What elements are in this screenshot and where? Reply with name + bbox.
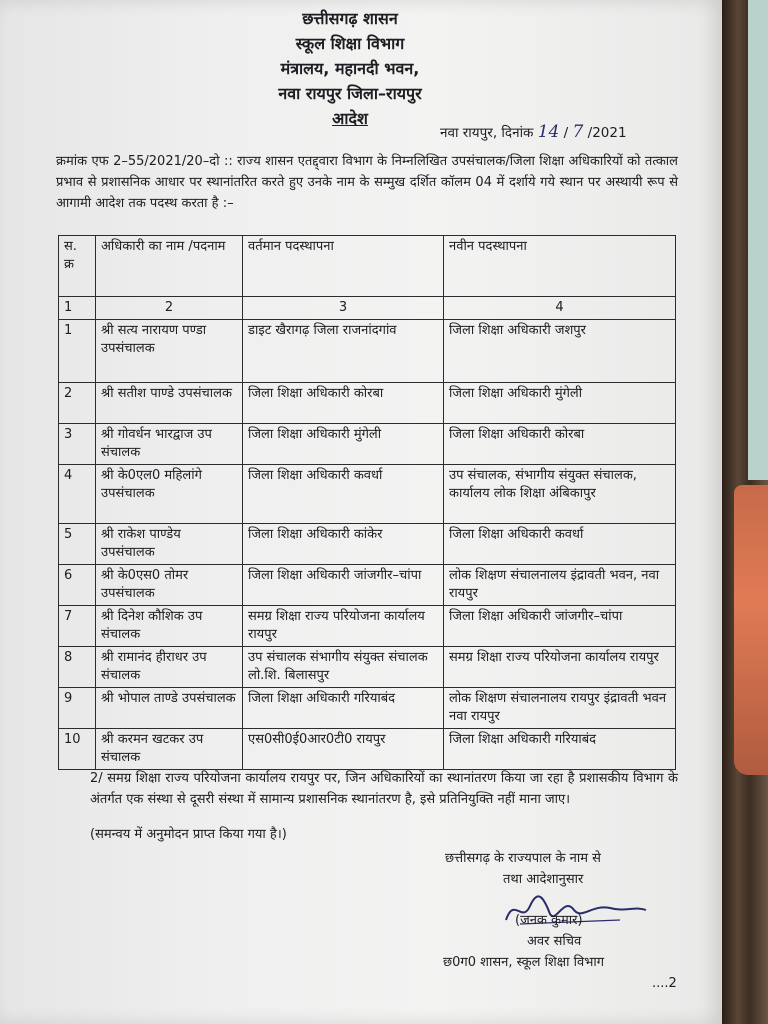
header-current: वर्तमान पदस्थापना <box>243 236 444 297</box>
cell-new-posting: समग्र शिक्षा राज्य परियोजना कार्यालय रायपुर <box>444 647 676 688</box>
signature-block <box>445 848 705 973</box>
table-row <box>59 565 676 606</box>
approval-note: (समन्वय में अनुमोदन प्राप्त किया गया है।) <box>90 827 287 842</box>
table-row <box>59 606 676 647</box>
order-title: आदेश <box>332 109 368 128</box>
cell-serial: 10 <box>59 729 96 770</box>
cell-serial: 3 <box>59 424 96 465</box>
transfer-table <box>58 235 676 770</box>
letterhead-line-3: मंत्रालय, महानदी भवन, <box>280 59 420 78</box>
table-row <box>59 647 676 688</box>
signatory-designation: अवर सचिव <box>527 934 582 949</box>
header-new: नवीन पदस्थापना <box>444 236 676 297</box>
cell-current-posting: जिला शिक्षा अधिकारी जांजगीर–चांपा <box>243 565 444 606</box>
cell-current-posting: जिला शिक्षा अधिकारी कोरबा <box>243 383 444 424</box>
table-row <box>59 729 676 770</box>
letterhead-line-1: छत्तीसगढ़ शासन <box>302 9 398 28</box>
cell-officer-name: श्री के0एस0 तोमर उपसंचालक <box>96 565 243 606</box>
cell-new-posting: जिला शिक्षा अधिकारी मुंगेली <box>444 383 676 424</box>
col-number: 3 <box>243 297 444 320</box>
cell-serial: 2 <box>59 383 96 424</box>
cell-serial: 8 <box>59 647 96 688</box>
cell-serial: 6 <box>59 565 96 606</box>
cell-serial: 1 <box>59 320 96 383</box>
cell-officer-name: श्री करमन खटकर उप संचालक <box>96 729 243 770</box>
header-serial: स. क्र <box>59 236 96 297</box>
cell-serial: 9 <box>59 688 96 729</box>
cell-new-posting: जिला शिक्षा अधिकारी कवर्धा <box>444 524 676 565</box>
cell-new-posting: जिला शिक्षा अधिकारी गरियाबंद <box>444 729 676 770</box>
table-row <box>59 524 676 565</box>
cell-new-posting: लोक शिक्षण संचालनालय इंद्रावती भवन, नवा रायपुर <box>444 565 676 606</box>
table-row <box>59 383 676 424</box>
cell-current-posting: जिला शिक्षा अधिकारी गरियाबंद <box>243 688 444 729</box>
cell-current-posting: डाइट खैरागढ़ जिला राजनांदगांव <box>243 320 444 383</box>
cell-serial: 5 <box>59 524 96 565</box>
signature-line-1: छत्तीसगढ़ के राज्यपाल के नाम से <box>445 851 601 866</box>
dateline: नवा रायपुर, दिनांक 14 / 7 /2021 <box>440 122 627 142</box>
table-header-row <box>59 236 676 297</box>
letterhead <box>230 6 470 131</box>
header-name: अधिकारी का नाम /पदनाम <box>96 236 243 297</box>
col-number: 4 <box>444 297 676 320</box>
cell-new-posting: लोक शिक्षण संचालनालय रायपुर इंद्रावती भवन नवा रायपुर <box>444 688 676 729</box>
cell-serial: 4 <box>59 465 96 524</box>
paragraph-2: 2/ समग्र शिक्षा राज्य परियोजना कार्यालय रायपुर पर, जिन अधिकारियों का स्थानांतरण किया जा रहा है प्रशासकीय विभाग के अंतर्गत एक संस्था से दूसरी संस्था में सामान्य प्रशासनिक स्थानांतरण है, इसे प्रतिनियुक्ति नहीं माना जाए। <box>90 771 678 807</box>
signature-line-2: तथा आदेशानुसार <box>503 872 584 887</box>
date-month: 7 <box>572 122 584 142</box>
col-number: 2 <box>96 297 243 320</box>
cell-current-posting: एस0सी0ई0आर0टी0 रायपुर <box>243 729 444 770</box>
table-row <box>59 688 676 729</box>
cell-officer-name: श्री सतीश पाण्डे उपसंचालक <box>96 383 243 424</box>
signatory-name: (जनक कुमार) <box>515 913 583 928</box>
cell-current-posting: उप संचालक संभागीय संयुक्त संचालक लो.शि. बिलासपुर <box>243 647 444 688</box>
cell-officer-name: श्री रामानंद हीराधर उप संचालक <box>96 647 243 688</box>
letterhead-line-2: स्कूल शिक्षा विभाग <box>295 34 405 53</box>
cell-current-posting: जिला शिक्षा अधिकारी मुंगेली <box>243 424 444 465</box>
cell-new-posting: जिला शिक्षा अधिकारी जशपुर <box>444 320 676 383</box>
signatory-department: छ0ग0 शासन, स्कूल शिक्षा विभाग <box>443 955 605 970</box>
cell-officer-name: श्री भोपाल ताण्डे उपसंचालक <box>96 688 243 729</box>
cell-new-posting: जिला शिक्षा अधिकारी कोरबा <box>444 424 676 465</box>
page-continuation-marker: ....2 <box>652 976 677 991</box>
cell-new-posting: जिला शिक्षा अधिकारी जांजगीर–चांपा <box>444 606 676 647</box>
cell-current-posting: जिला शिक्षा अधिकारी कांकेर <box>243 524 444 565</box>
cloth-background <box>734 485 768 775</box>
table-row <box>59 424 676 465</box>
cell-officer-name: श्री के0एल0 महिलांगे उपसंचालक <box>96 465 243 524</box>
letterhead-line-4: नवा रायपुर जिला–रायपुर <box>278 84 422 103</box>
dateline-prefix: नवा रायपुर, दिनांक <box>440 125 534 141</box>
cell-current-posting: समग्र शिक्षा राज्य परियोजना कार्यालय रायपुर <box>243 606 444 647</box>
column-number-row <box>59 297 676 320</box>
date-day: 14 <box>537 122 560 142</box>
cell-officer-name: श्री दिनेश कौशिक उप संचालक <box>96 606 243 647</box>
cell-officer-name: श्री गोवर्धन भारद्वाज उप संचालक <box>96 424 243 465</box>
cell-current-posting: जिला शिक्षा अधिकारी कवर्धा <box>243 465 444 524</box>
intro-paragraph: क्रमांक एफ 2–55/2021/20–दो :: राज्य शासन एतद्द्वारा विभाग के निम्नलिखित उपसंचालक/जिला शिक्षा अधिकारियों को तत्काल प्रभाव से प्रशासनिक आधार पर स्थानांतरित करते हुए उनके नाम के सम्मुख दर्शित कॉलम 04 में दर्शाये गये स्थान पर अस्थायी रूप से आगामी आदेश तक पदस्थ करता है :– <box>56 154 678 211</box>
table-row <box>59 465 676 524</box>
date-year: /2021 <box>587 125 627 141</box>
cell-serial: 7 <box>59 606 96 647</box>
cell-officer-name: श्री सत्य नारायण पण्डा उपसंचालक <box>96 320 243 383</box>
table-row <box>59 320 676 383</box>
col-number: 1 <box>59 297 96 320</box>
cell-officer-name: श्री राकेश पाण्डेय उपसंचालक <box>96 524 243 565</box>
cell-new-posting: उप संचालक, संभागीय संयुक्त संचालक, कार्यालय लोक शिक्षा अंबिकापुर <box>444 465 676 524</box>
background-strip <box>748 0 768 480</box>
